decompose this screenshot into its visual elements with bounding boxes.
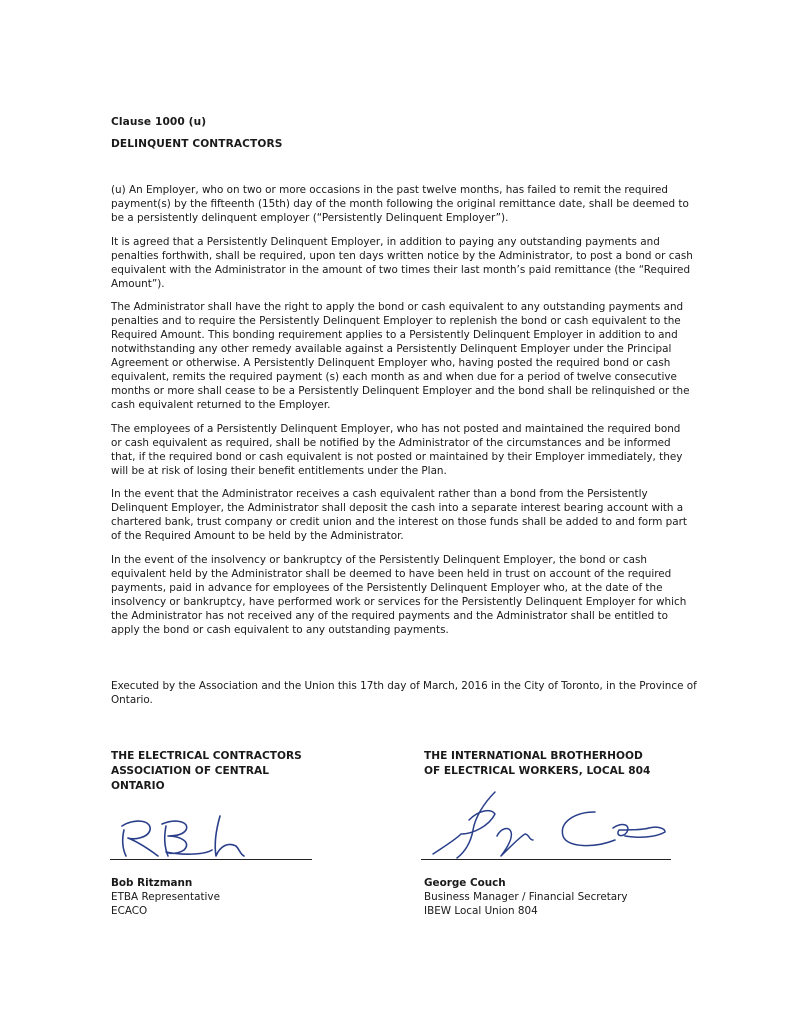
section-title: DELINQUENT CONTRACTORS [111, 138, 283, 150]
signature-line-right [421, 859, 671, 860]
signer-block-right [424, 876, 628, 918]
clause-title: Clause 1000 (u) [111, 116, 207, 128]
party-line: OF ELECTRICAL WORKERS, LOCAL 804 [424, 765, 651, 777]
document-body [111, 183, 693, 646]
signer-title: ETBA Representative [111, 891, 220, 903]
paragraph-administrator-rights: The Administrator shall have the right to apply the bond or cash equivalent to any outstanding payments and penalties and to require the Persistently Delinquent Employer to replenish the bond or cash equivalent to the Required Amount. This bonding requirement applies to a Persistently Delinquent Employer in addition to and notwithstanding any other remedy available against a Persistently Delinquent Employer under the Principal Agreement or otherwise. A Persistently Delinquent Employer who, having posted the required bond or cash equivalent, remits the required payment (s) each month as and when due for a period of twelve consecutive months or more shall cease to be a Persistently Delinquent Employer and the bond shall be relinquished or the cash equivalent returned to the Employer. [111, 301, 690, 411]
association-party-name [111, 749, 341, 794]
party-line: THE ELECTRICAL CONTRACTORS [111, 750, 302, 762]
execution-statement: Executed by the Association and the Union this 17th day of March, 2016 in the City of Toronto, in the Province of Ontario. [111, 680, 697, 706]
union-party-name [424, 749, 684, 779]
signature-right-image [415, 790, 685, 862]
signer-name: George Couch [424, 877, 506, 889]
paragraph-employee-notice: The employees of a Persistently Delinquent Employer, who has not posted and maintained the required bond or cash equivalent as required, shall be notified by the Administrator of the circumstances and be informed that, if the required bond or cash equivalent is not posted or maintained by their Employer immediately, they will be at risk of losing their benefit entitlements under the Plan. [111, 422, 683, 477]
signature-left-image [116, 812, 276, 862]
party-line: ASSOCIATION OF CENTRAL [111, 765, 269, 777]
signer-name: Bob Ritzmann [111, 877, 193, 889]
party-line: ONTARIO [111, 780, 165, 792]
paragraph-u: (u) An Employer, who on two or more occasions in the past twelve months, has failed to remit the required payment(s) by the fifteenth (15th) day of the month following the original remittance date, shall be deemed to be a persistently delinquent employer (“Persistently Delinquent Employer”). [111, 184, 689, 224]
signer-block-left [111, 876, 220, 918]
paragraph-bond-requirement: It is agreed that a Persistently Delinquent Employer, in addition to paying any outstanding payments and penalties forthwith, shall be required, upon ten days written notice by the Administrator, to post a bond or cash equivalent with the Administrator in the amount of two times their last month’s paid remittance (the “Required Amount”). [111, 235, 693, 290]
paragraph-insolvency: In the event of the insolvency or bankruptcy of the Persistently Delinquent Employer, the bond or cash equivalent held by the Administrator shall be deemed to have been held in trust on account of the required payments, paid in advance for employees of the Persistently Delinquent Employer who, at the date of the insolvency or bankruptcy, have performed work or services for the Persistently Delinquent Employer for which the Administrator has not received any of the required payments and the Administrator shall be entitled to apply the bond or cash equivalent to any outstanding payments. [111, 553, 687, 636]
signer-title: Business Manager / Financial Secretary [424, 891, 628, 903]
paragraph-cash-equivalent: In the event that the Administrator receives a cash equivalent rather than a bond from the Persistently Delinquent Employer, the Administrator shall deposit the cash into a separate interest bearing account with a chartered bank, trust company or credit union and the interest on those funds shall be added to and form part of the Required Amount to be held by the Administrator. [111, 488, 687, 542]
signer-organization: IBEW Local Union 804 [424, 905, 538, 917]
signer-organization: ECACO [111, 905, 148, 917]
signature-line-left [110, 859, 312, 860]
party-line: THE INTERNATIONAL BROTHERHOOD [424, 750, 643, 762]
